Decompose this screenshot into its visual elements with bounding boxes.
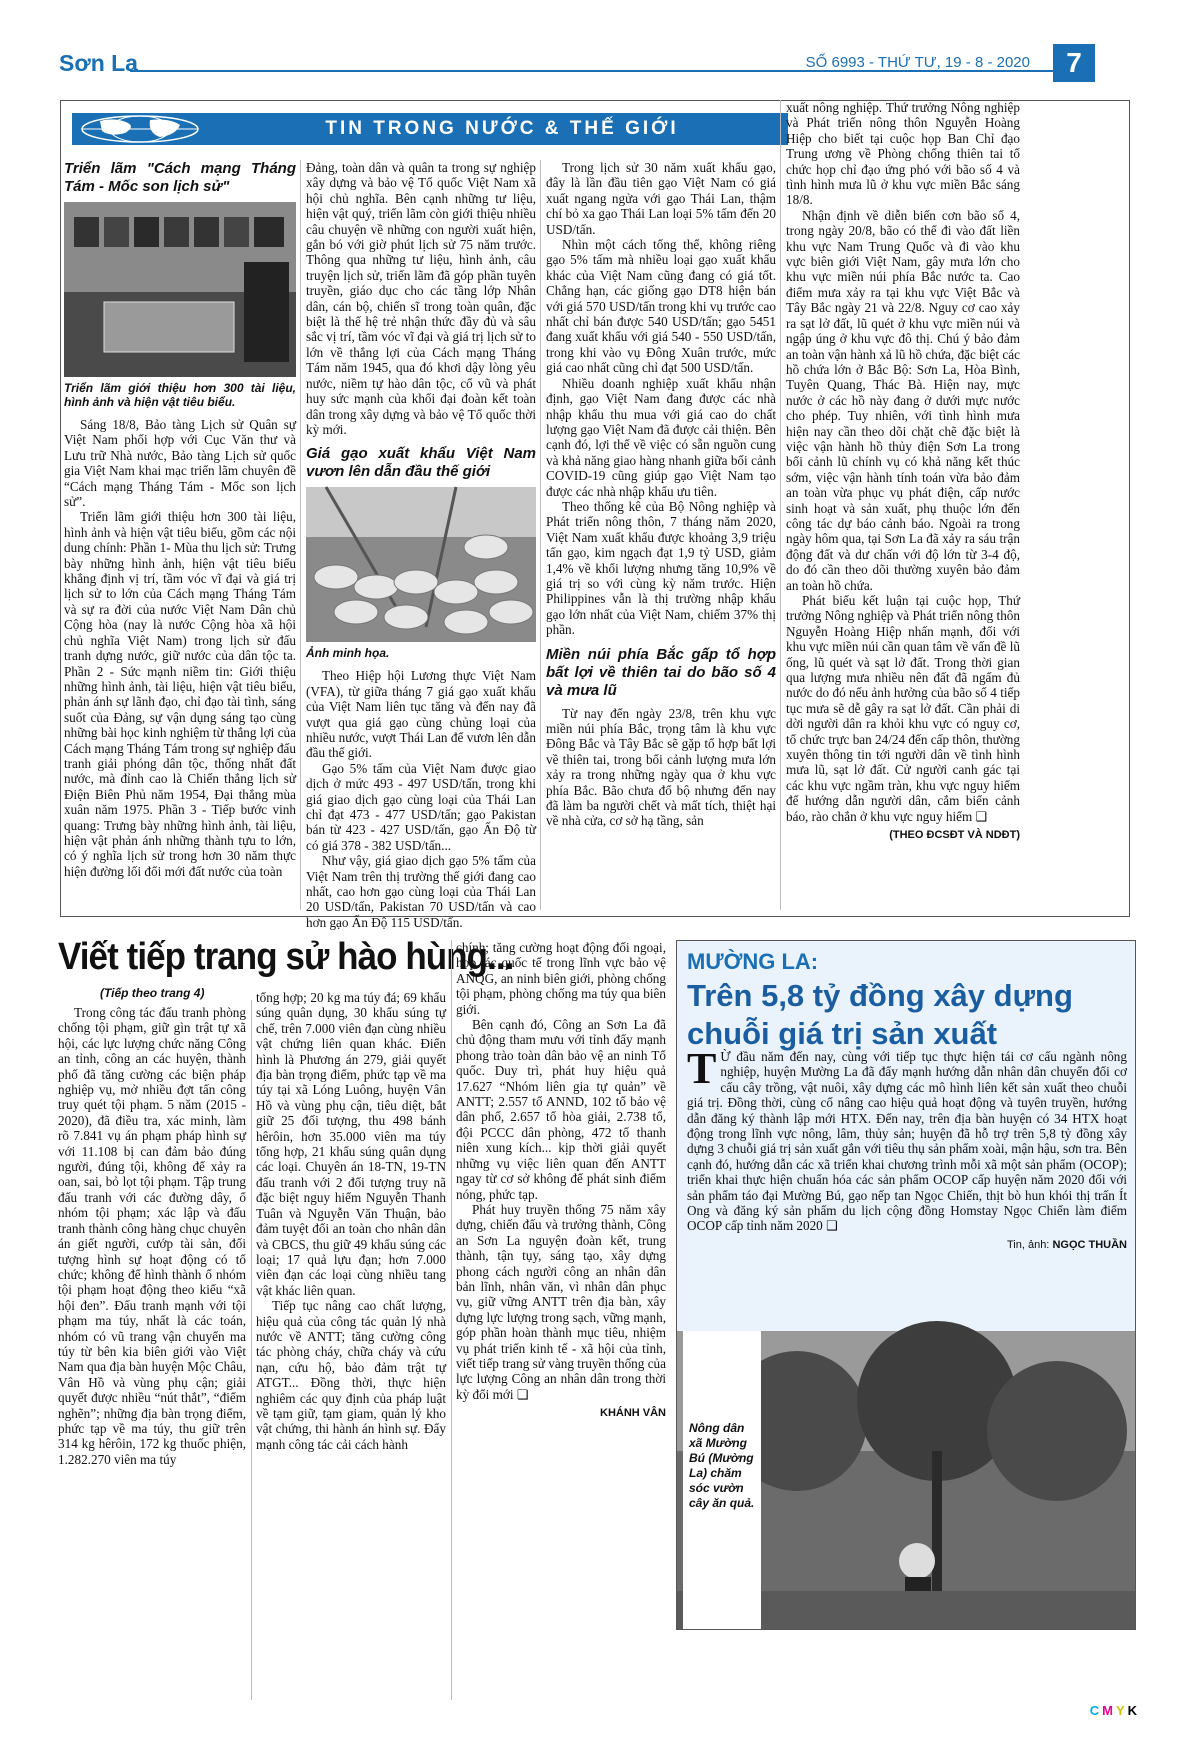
exhibition-photo [64, 202, 296, 377]
column-rule [300, 160, 301, 910]
section-brand: Sơn La [59, 50, 138, 76]
main-story-column-3 [456, 940, 666, 1705]
rice-image [306, 487, 536, 642]
cmyk-y: Y [1115, 1703, 1128, 1718]
main-story-headline: Viết tiếp trang sử hào hùng... [58, 936, 514, 978]
article1-paragraph: Triển lãm giới thiệu hơn 300 tài liệu, hình ảnh và hiện vật tiêu biểu, gồm các nội dung chính: Phần 1- Mùa thu lịch sử: Trưng bày những hình ảnh, hiện vật tiêu biểu khẳng định vị trí, tầm vóc vĩ đại và giá trị lịch sử to lớn của Cách mạng Tháng Tám và sự ra đời của nước Việt Nam Dân chủ Cộng hòa (nay là nước Cộng hòa xã hội chủ nghĩa Việt Nam) trong lịch sử đấu tranh dựng nước, giữ nước của dân tộc ta. Phần 2 - Sức mạnh niềm tin: Giới thiệu những hình ảnh, tài liệu, hiện vật tiêu biểu, phản ánh sự lãnh đạo, chỉ đạo tài tình, sáng suốt của Đảng, sự vận dụng sáng tạo cùng những bài học kinh nghiệm từ thắng lợi của Cách mạng Tháng Tám trong sự nghiệp đấu tranh giải phóng dân tộc, thống nhất đất nước, mà đỉnh cao là Chiến thắng lịch sử Điện Biên Phủ năm 1954, Đại thắng mùa xuân năm 1975. Phần 3 - Tiếp bước vinh quang: Trưng bày những hình ảnh, tài liệu, hiện vật phản ánh những thành tựu to lớn, có ý nghĩa lịch sử trong hơn 30 năm thực hiện đường lối đổi mới đất nước của toàn [64, 509, 296, 879]
article3-column-2 [786, 100, 1020, 912]
rice-photo [306, 487, 536, 642]
right-story-box [676, 940, 1136, 1630]
cmyk-m: M [1102, 1703, 1116, 1718]
article1-headline: Triển lãm "Cách mạng Tháng Tám - Mốc son lịch sử" [64, 160, 296, 195]
page-header [55, 42, 1140, 82]
article1-paragraph: Sáng 18/8, Bảo tàng Lịch sử Quân sự Việt Nam phối hợp với Cục Văn thư và Lưu trữ Nhà nước, Bảo tàng Lịch sử quốc gia Việt Nam khai mạc triển lãm chuyên đề “Cách mạng Tháng Tám - Mốc son lịch sử”. [64, 417, 296, 510]
credit-name: NGỌC THUẦN [1052, 1238, 1127, 1251]
main-story-paragraph: Phát huy truyền thống 75 năm xây dựng, chiến đấu và trưởng thành, Công an Sơn La nguyện đoàn kết, trung thành, tận tụy, sáng tạo, xây dựng phong cách người công an nhân dân bản lĩnh, nhân văn, vì nhân dân phục vụ, giữ vững ANTT trên địa bàn, xây dựng lực lượng trong sạch, vững mạnh, góp phần hoàn thành mục tiêu, nhiệm vụ phát triển kinh tế - xã hội của tỉnh, viết tiếp trang sử vàng truyền thống của lực lượng Công an nhân dân trong thời kỳ đổi mới ❑ [456, 1201, 666, 1402]
main-story-column-1 [58, 1005, 246, 1705]
article2-paragraph: Theo Hiệp hội Lương thực Việt Nam (VFA), từ giữa tháng 7 giá gạo xuất khẩu của Việt Nam liên tục tăng và đến nay đã vượt qua giá gạo cùng chủng loại của nhiều nước, vượt Thái Lan để vươn lên dẫn đầu thế giới. [306, 668, 536, 761]
rice-photo-caption: Ảnh minh họa. [306, 646, 390, 661]
main-story-column-2 [256, 990, 446, 1705]
globe-icon [80, 115, 200, 143]
article3-credit: (THEO ĐCSĐT VÀ NDĐT) [889, 829, 1020, 842]
dropcap: T [687, 1044, 717, 1093]
main-story-byline: KHÁNH VÂN [600, 1407, 666, 1420]
article2-paragraph: Trong lịch sử 30 năm xuất khẩu gạo, đây là lần đầu tiên gạo Việt Nam có giá xuất ngang ngửa với gạo Thái Lan, thậm chí bỏ xa gạo Thái Lan loại 5% tấm đến 20 USD/tấn. [546, 160, 776, 237]
article1-paragraph: Đảng, toàn dân và quân ta trong sự nghiệp xây dựng và bảo vệ Tổ quốc Việt Nam xã hội chủ nghĩa. Bên cạnh những tư liệu, hiện vật quý, triển lãm còn giới thiệu nhiều câu chuyện về những con người xuất hiện, gắn bó với giờ phút lịch sử 75 năm trước. Thông qua những tư liệu, hình ảnh, câu truyện lịch sử, triển lãm đã góp phần tuyên truyền, giáo dục cho các tầng lớp Nhân dân, cán bộ, chiến sĩ trong toàn quân, đặc biệt là thế hệ trẻ nhận thức đầy đủ và sâu sắc vị trí, tầm vóc vĩ đại và giá trị lịch sử to lớn về thắng lợi của Cách mạng Tháng Tám năm 1945, qua đó khơi dậy lòng yêu nước, niềm tự hào dân tộc, cổ vũ và phát huy sức mạnh của khối đại đoàn kết toàn dân trong xây dựng và bảo vệ Tổ quốc thời kỳ mới. [306, 160, 536, 437]
banner-title: TIN TRONG NƯỚC & THẾ GIỚI [325, 118, 679, 139]
article3-paragraph: Nhận định về diễn biến cơn bão số 4, trong ngày 20/8, bão có thể đi vào đất liền khu vực Nam Trung Quốc và đi vào khu vực biên giới Việt Nam, gây mưa lớn cho khu vực miền núi phía Bắc nước ta. Cao điểm mưa xảy ra tại khu vực Việt Bắc và Tây Bắc ngày 21 và 22/8. Nguy cơ cao xảy ra sạt lở đất, lũ quét ở khu vực miền núi và ngập úng ở khu vực đô thị. Chú ý bảo đảm an toàn vận hành xả lũ hồ chứa, đặc biệt các hồ chứa lớn ở Bắc Bộ: Sơn La, Hòa Bình, Tuyên Quang, Thác Bà. Hiện nay, mực nước ở các hồ này đang ở dưới mực nước cho phép. Tuy nhiên, với tình hình mưa hiện nay cần theo dõi chặt chẽ đặc biệt là việc vận hành hồ thủy điện Sơn La trong bối cảnh lũ chính vụ có khả năng kết thúc sớm, việc vận hành tính toán vừa bảo đảm an toàn vừa phục vụ phát điện, cấp nước sinh hoạt và sản xuất, phụ thuộc lớn đến công tác dự báo cảnh báo. Ngoài ra trong ngày hôm qua, tại Sơn La đã xảy ra sáu trận động đất và dư chấn với độ lớn từ 3-4 độ, do đó cần theo dõi thường xuyên bảo đảm an toàn hồ chứa. [786, 207, 1020, 593]
article2-column-2 [546, 160, 776, 912]
main-story-continued: (Tiếp theo trang 4) [100, 986, 205, 1000]
article3-headline: Miền núi phía Bắc gấp tổ hợp bất lợi về thiên tai do bão số 4 và mưa lũ [546, 645, 776, 699]
page-number: 7 [1053, 44, 1095, 82]
right-story-credit [687, 1238, 1127, 1253]
right-story-text: Ừ đầu năm đến nay, cùng với tiếp tục thực hiện tái cơ cấu ngành nông nghiệp, huyện Mường La đã đẩy mạnh hướng dẫn nhân dân chuyển đổi cơ cấu cây trồng, vật nuôi, xây dựng các mô hình liên kết sản xuất theo chuỗi giá trị. Đồng thời, cùng cố nâng cao hiệu quả hoạt động và tuyên truyền, hướng dẫn đăng ký thành lập mới HTX. Đến nay, trên địa bàn huyện có 34 HTX hoạt động trong lĩnh vực nông, lâm, thủy sản; huyện đã hỗ trợ trên 5,8 tỷ đồng xây dựng 3 chuỗi giá trị sản xuất gắn với tiêu thụ sản phẩm xoài, mận hậu, sơn tra. Bên cạnh đó, hướng dẫn các xã triển khai chương trình mỗi xã một sản phẩm (OCOP); triển khai thực hiện chuẩn hóa các sản phẩm OCOP cấp huyện năm 2020 đối với sản phẩm táo đại Mường Bú, gạo nếp tan Ngọc Chiến, thịt bò hun khói thị trấn Ít Ong và đăng ký sản phẩm du lịch cộng đồng Homstay Ngọc Chiến làm điểm OCOP cấp tỉnh năm 2020 ❑ [687, 1049, 1127, 1234]
main-story-paragraph: Trong công tác đấu tranh phòng chống tội phạm, giữ gìn trật tự xã hội, các lực lượng chức năng Công an tỉnh, công an các huyện, thành phố đã tăng cường các biện pháp nghiệp vụ, mở nhiều đợt tấn công truy quét tội phạm. 5 năm (2015 - 2020), đã điều tra, xác minh, làm rõ 7.841 vụ án phạm pháp hình sự với 11.108 bị can đảm bảo đúng người, đúng tội, không để xảy ra oan, sai, bỏ lọt tội phạm. Tập trung đấu tranh với các đường dây, ổ nhóm tội phạm; xác lập và đấu tranh thành công hàng chục chuyên án giết người, cướp tài sản, đối tượng hình sự hoạt động có tổ chức; không để hình thành ổ nhóm tội phạm hoạt động theo kiểu “xã hội đen”. Đấu tranh mạnh với tội phạm ma túy, nhất là các toán, nhóm có vũ trang vận chuyển ma túy từ bên kia biên giới vào Việt Nam qua địa bàn huyện Mộc Châu, Vân Hồ và vùng phụ cận; giải quyết được nhiều “nút thắt”, “điểm nghẽn”; những địa bàn trọng điểm, phức tạp về ma túy, thu giữ trên 314 kg hêrôin, 172 kg thuốc phiện, 1.282.270 viên ma túy [58, 1005, 246, 1467]
article3-paragraph: Phát biểu kết luận tại cuộc họp, Thứ trưởng Nông nghiệp và Phát triển nông thôn Nguyễn Hoàng Hiệp nhấn mạnh, đối với khu vực miền núi cần quan tâm về vấn đề lũ ống, lũ quét và sạt lở đất. Trong thời gian qua lượng mưa nhiều nên đất đã ngấm đủ nước do đó nếu ảnh hưởng của bão số 4 tiếp tục mưa sẽ dễ gây ra sạt lở đất. Cần phải di dời người dân ra khỏi khu vực có nguy cơ, tổ chức trực ban 24/24 đến cấp thôn, thường xuyên thông tin tới người dân về tình hình mưa lũ, sạt lở đất. Cử người canh gác tại các khu vực ngầm tràn, khu vực nguy hiểm để hướng dẫn người dân, cắm biển cảnh báo, rào chắn ở khu vực nguy hiểm ❑ [786, 593, 1020, 824]
article2-paragraph: Nhiều doanh nghiệp xuất khẩu nhận định, gạo Việt Nam đang được các nhà nhập khẩu thu mua với giá cao do chất lượng gạo Việt Nam đã được cải thiện. Bên cạnh đó, lợi thế về việc có sẵn nguồn cung và khả năng giao hàng nhanh giữa bối cảnh COVID-19 cũng giúp gạo Việt Nam tạo được các nhà nhập khẩu ưu tiên. [546, 375, 776, 499]
orchard-photo-caption: Nông dân xã Mường Bú (Mường La) chăm sóc vườn cây ăn quả. [683, 1331, 761, 1629]
right-story-kicker: MƯỜNG LA: [687, 949, 819, 974]
article1-column-2 [306, 160, 536, 930]
cmyk-k: K [1127, 1703, 1140, 1718]
column-rule [451, 940, 452, 1700]
credit-label: Tin, ảnh: [1006, 1238, 1050, 1251]
article2-paragraph: Nhìn một cách tổng thể, không riêng gạo 5% tấm mà nhiều loại gạo xuất khẩu khác của Việt Nam cũng đang có giá tốt. Chẳng hạn, các giống gạo DT8 hiện bán với giá 570 USD/tấn trong khi vụ trước cao nhất chỉ bán được 540 USD/tấn; gạo 5451 đang xuất khẩu với giá 540 - 550 USD/tấn, trong khi vào vụ Đông Xuân trước, mức giá cao nhất cũng chỉ đạt 500 USD/tấn. [546, 237, 776, 376]
issue-info: SỐ 6993 - THỨ TƯ, 19 - 8 - 2020 [805, 54, 1030, 71]
right-story-body [687, 1044, 1127, 1253]
section-banner [72, 113, 788, 145]
article3-paragraph: Từ nay đến ngày 23/8, trên khu vực miền núi phía Bắc, trọng tâm là khu vực Đông Bắc và Tây Bắc sẽ gặp tổ hợp bất lợi về thiên tai, trong bối cảnh lượng mưa lớn xảy ra trong những ngày qua ở khu vực phía Bắc. Bão chưa đổ bộ nhưng đến nay đã làm ba người chết và mất tích, thiệt hại về nhà cửa, cơ sở hạ tầng, sản [546, 705, 776, 829]
cmyk-marks [1090, 1703, 1140, 1718]
main-story-paragraph: chính; tăng cường hoạt động đối ngoại, hợp tác quốc tế trong lĩnh vực bảo vệ ANQG, an ninh biên giới, phòng chống tội phạm, phòng chống ma túy qua biên giới. [456, 940, 666, 1017]
article1-column-1 [64, 160, 296, 912]
article2-paragraph: Theo thống kê của Bộ Nông nghiệp và Phát triển nông thôn, 7 tháng năm 2020, Việt Nam xuất khẩu được khoảng 3,9 triệu tấn gạo, kim ngạch đạt 1,9 tỷ USD, giảm 1,4% về khối lượng nhưng tăng 10,9% về giá trị so với cùng kỳ năm trước. Hiện Philippines vẫn là thị trường nhập khẩu gạo lớn nhất của Việt Nam, chiếm 37% thị phần. [546, 498, 776, 638]
article2-headline: Giá gạo xuất khẩu Việt Nam vươn lên dẫn đầu thế giới [306, 445, 536, 481]
main-story-paragraph: Bên cạnh đó, Công an Sơn La đã chủ động tham mưu với tỉnh đẩy mạnh phong trào toàn dân bảo vệ an ninh Tổ quốc. Duy trì, phát huy hiệu quả 17.627 “Nhóm liên gia tự quản” về ANTT; 2.557 tổ ANND, 102 tổ bảo vệ dân phố, 2.657 tổ hòa giải, 2.738 tổ, đội PCCC dân phòng, 472 tổ thanh niên xung kích... kịp thời giải quyết những vụ việc liên quan đến ANTT ngay từ cơ sở không để phát sinh điểm nóng, phức tạp. [456, 1017, 666, 1202]
exhibition-image [64, 202, 296, 377]
main-story-paragraph: tổng hợp; 20 kg ma túy đá; 69 khẩu súng quân dụng, 30 khẩu súng tự chế, trên 7.000 viên đạn cùng nhiều vật chứng liên quan khác. Điển hình là Phương án 279, giải quyết địa bàn trọng điểm, phức tạp về ma túy tại xã Lóng Luông, huyện Vân Hồ và vùng phụ cận, tiêu diệt, bắt giữ 25 đối tượng, thu 498 bánh hêrôin, hơn 35.000 viên ma túy tổng hợp, 21 khẩu súng quân dụng các loại. Chuyên án 18-TN, 19-TN đấu tranh với 2 đối tượng truy nã đặc biệt nguy hiểm Nguyễn Thanh Tuân và Nguyễn Văn Thuận, bảo đảm tuyệt đối an toàn cho nhân dân và CBCS, thu giữ 49 khẩu súng các loại; 17 quả lựu đạn; hơn 7.000 viên đạn các loại cùng nhiều tang vật khác liên quan. [256, 990, 446, 1298]
article2-paragraph: Gạo 5% tấm của Việt Nam được giao dịch ở mức 493 - 497 USD/tấn, trong khi giá giao dịch gạo cùng loại của Thái Lan chỉ đạt 473 - 477 USD/tấn; gạo Pakistan bán từ 423 - 427 USD/tấn, gạo Ấn Độ từ có giá 378 - 382 USD/tấn... [306, 760, 536, 853]
column-rule [251, 1000, 252, 1700]
article3-paragraph: xuất nông nghiệp. Thứ trưởng Nông nghiệp và Phát triển nông thôn Nguyễn Hoàng Hiệp cho biết tại cuộc họp Ban Chỉ đạo Trung ương về Phòng chống thiên tai tổ chức họp chỉ đạo ứng phó với bão số 4 và tình hình mưa lũ ở khu vực miền Bắc sáng 18/8. [786, 100, 1020, 208]
column-rule [540, 160, 541, 910]
orchard-photo [677, 1331, 1135, 1629]
right-story-headline: Trên 5,8 tỷ đồng xây dựng chuỗi giá trị sản xuất [687, 978, 1073, 1051]
exhibition-photo-caption: Triển lãm giới thiệu hơn 300 tài liệu, hình ảnh và hiện vật tiêu biểu. [64, 381, 296, 409]
column-rule [780, 100, 781, 910]
main-story-paragraph: Tiếp tục nâng cao chất lượng, hiệu quả của công tác quản lý nhà nước về ANTT; tăng cường công tác phòng cháy, chữa cháy và cứu nạn, cứu hộ, bảo đảm trật tự ATGT... Đồng thời, thực hiện nghiêm các quy định của pháp luật về tạm giữ, tạm giam, quản lý kho vật chứng, thi hành án hình sự. Đẩy mạnh công tác cải cách hành [256, 1298, 446, 1452]
article2-paragraph: Như vậy, giá giao dịch gạo 5% tấm của Việt Nam trên thị trường thế giới đang cao nhất, cao hơn gạo cùng loại của Thái Lan 20 USD/tấn, Pakistan 70 USD/tấn và cao hơn gạo Ấn Độ 115 USD/tấn. [306, 853, 536, 930]
cmyk-c: C [1089, 1703, 1103, 1718]
